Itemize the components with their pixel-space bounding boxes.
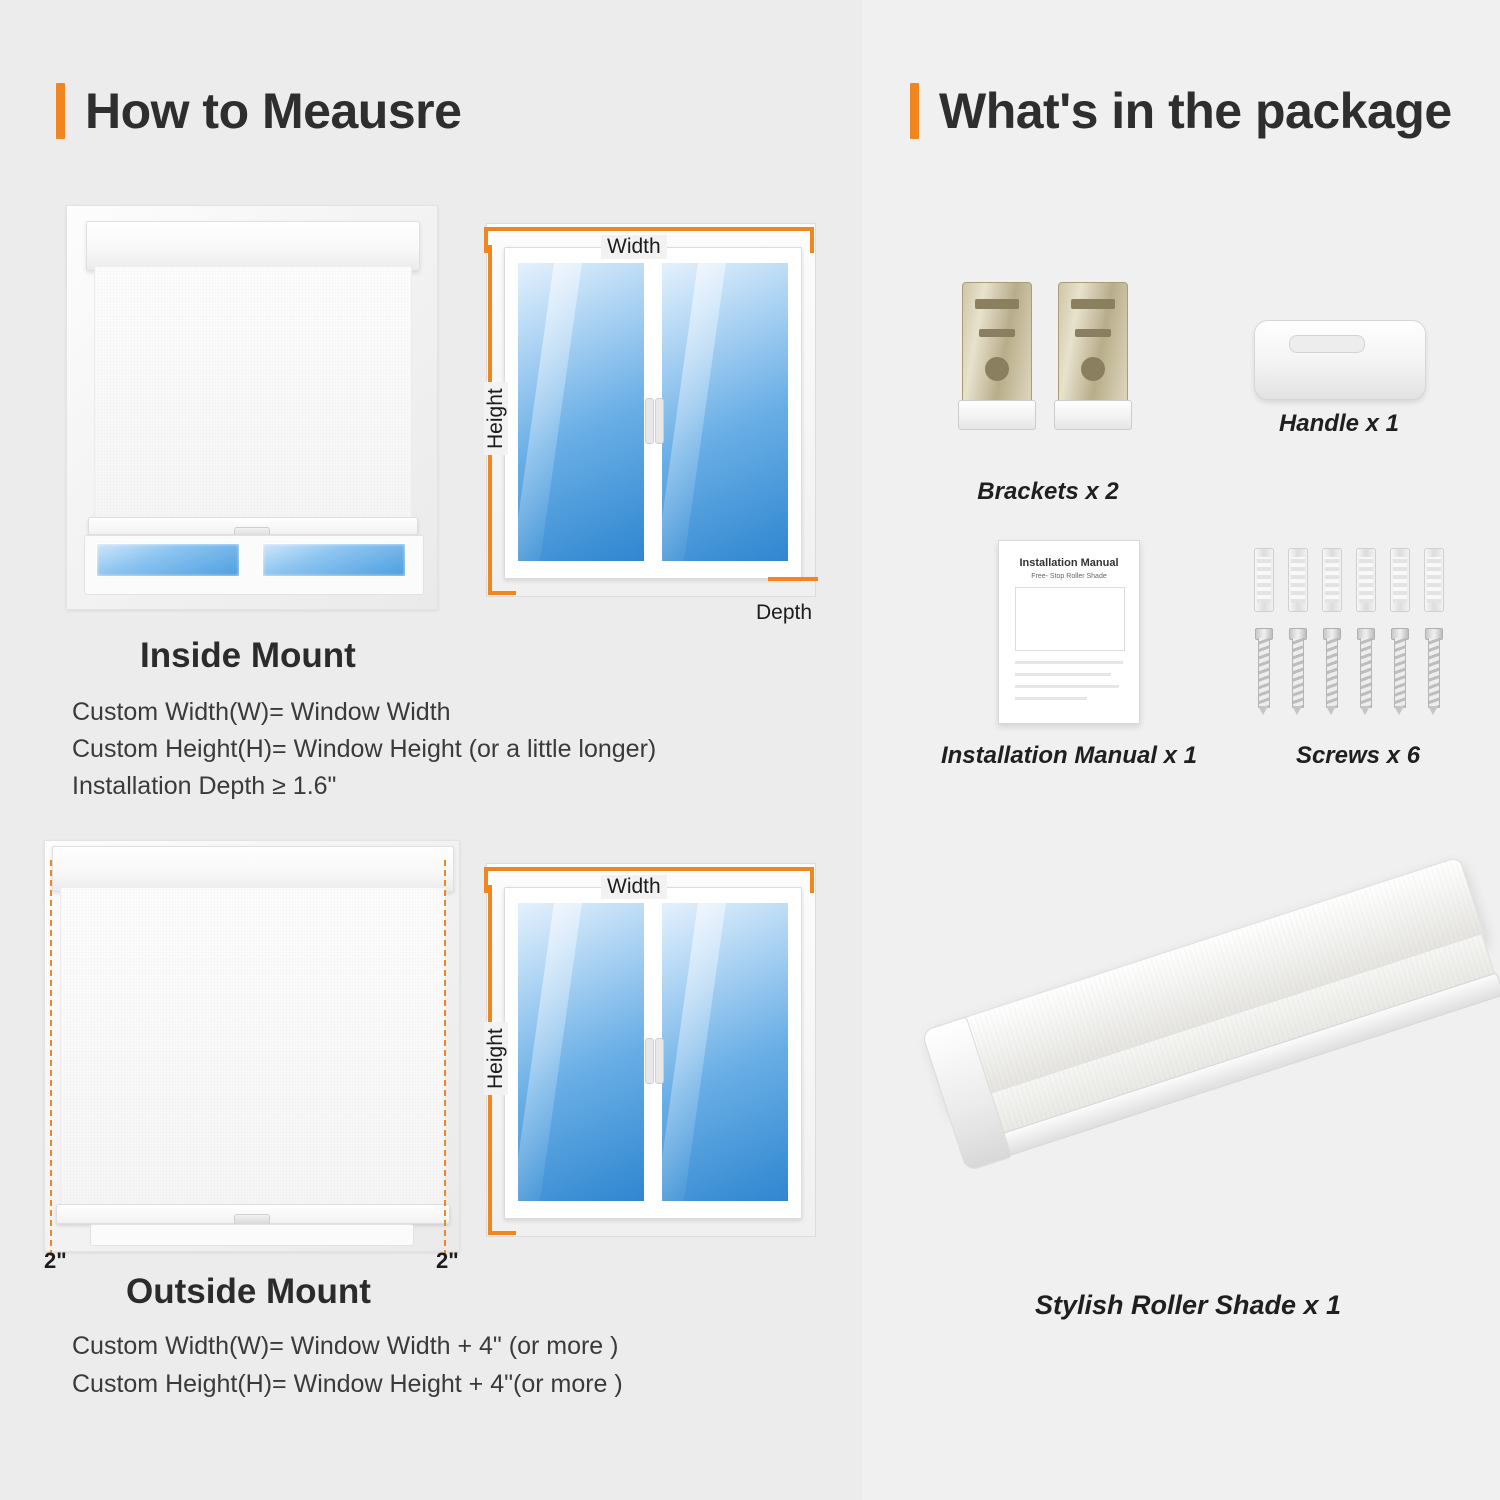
package-contents-panel [862,0,1500,1500]
shade-fabric [94,267,412,521]
outside-spec-height: Custom Height(H)= Window Height + 4"(or more ) [72,1370,623,1398]
manual-text-line-2 [1015,673,1111,676]
screw-icon-4 [1357,628,1373,714]
wall-anchor-icon-6 [1424,548,1444,612]
bracket-icon-1 [958,282,1036,432]
bracket-plate-1 [958,400,1036,430]
outside-mount-title: Outside Mount [126,1272,371,1311]
manual-subtitle-text: Free- Stop Roller Shade [1031,573,1107,580]
width-measure-line-2 [484,867,814,871]
overhang-label-right: 2" [436,1248,459,1273]
outside-mount-measure-diagram [468,845,838,1265]
screw-icon-3 [1323,628,1339,714]
window-sill-2 [90,1224,414,1246]
inside-mount-measure-diagram [468,205,838,625]
inside-mount-title: Inside Mount [140,636,356,675]
roller-shade-icon [919,840,1500,1336]
inside-mount-photo [66,205,438,610]
overhang-dash-right [444,860,446,1256]
height-tick-bottom [488,591,516,595]
window-handle-right-2 [655,1038,664,1084]
bracket-body-2 [1058,282,1128,404]
bracket-body-1 [962,282,1032,404]
window-frame [504,247,802,579]
shade-headrail [86,221,420,271]
how-to-measure-title: How to Meausre [85,83,462,139]
width-tick-right-2 [810,867,814,893]
outside-spec-width: Custom Width(W)= Window Width + 4" (or more ) [72,1332,619,1360]
package-title: What's in the package [939,83,1452,139]
wall-anchor-icon-1 [1254,548,1274,612]
width-measure-line [484,227,814,231]
depth-label: Depth [756,601,813,624]
bracket-slot-b1 [979,329,1015,337]
shade-headrail-2 [52,846,454,892]
window-glass-left [96,543,240,577]
height-label-2: Height [484,1022,508,1095]
manual-label: Installation Manual x 1 [940,742,1198,769]
accent-bar-icon-2 [910,83,919,139]
bracket-slot-b2 [1075,329,1111,337]
overhang-label-left: 2" [44,1248,67,1273]
outside-mount-photo [44,840,460,1252]
overhang-dash-left [50,860,52,1256]
width-tick-right [810,227,814,253]
width-label: Width [601,235,667,259]
wall-anchor-icon-3 [1322,548,1342,612]
manual-text-line-1 [1015,661,1123,664]
window-pane-right-2 [661,902,789,1202]
manual-title-text: Installation Manual [1019,557,1119,569]
window-handle-left-2 [645,1038,654,1084]
brackets-label: Brackets x 2 [977,478,1119,505]
window-pane-right [661,262,789,562]
width-label-2: Width [601,875,667,899]
handle-label: Handle x 1 [1278,410,1400,437]
how-to-measure-heading [56,82,461,140]
depth-measure-line [768,577,818,581]
accent-bar-icon [56,83,65,139]
manual-figure-box [1015,587,1125,651]
manual-text-line-4 [1015,697,1087,700]
window-handle-left [645,398,654,444]
bracket-hole-2 [1081,357,1105,381]
inside-spec-depth: Installation Depth ≥ 1.6" [72,772,337,800]
wall-anchor-icon-5 [1390,548,1410,612]
height-label: Height [484,382,508,455]
installation-manual-icon [998,540,1140,724]
shade-fabric-2 [60,888,446,1208]
screw-icon-2 [1289,628,1305,714]
screw-icon-6 [1425,628,1441,714]
bracket-plate-2 [1054,400,1132,430]
wall-anchor-icon-4 [1356,548,1376,612]
wall-anchor-icon-2 [1288,548,1308,612]
package-heading [910,82,1452,140]
height-tick-bottom-2 [488,1231,516,1235]
bracket-hole-1 [985,357,1009,381]
bracket-icon-2 [1054,282,1132,432]
screw-icon-5 [1391,628,1407,714]
handle-grip [1289,335,1365,353]
window-frame-2 [504,887,802,1219]
screws-label: Screws x 6 [1295,742,1421,769]
bracket-slot-a2 [1071,299,1115,309]
screw-icon-1 [1255,628,1271,714]
window-glass-right [262,543,406,577]
window-pane-left-2 [517,902,645,1202]
window-handle-right [655,398,664,444]
inside-spec-width: Custom Width(W)= Window Width [72,698,451,726]
inside-spec-height: Custom Height(H)= Window Height (or a little longer) [72,735,657,763]
handle-icon [1254,320,1426,400]
roller-shade-label: Stylish Roller Shade x 1 [1034,1290,1342,1320]
bracket-slot-a1 [975,299,1019,309]
window-pane-left [517,262,645,562]
manual-text-line-3 [1015,685,1119,688]
